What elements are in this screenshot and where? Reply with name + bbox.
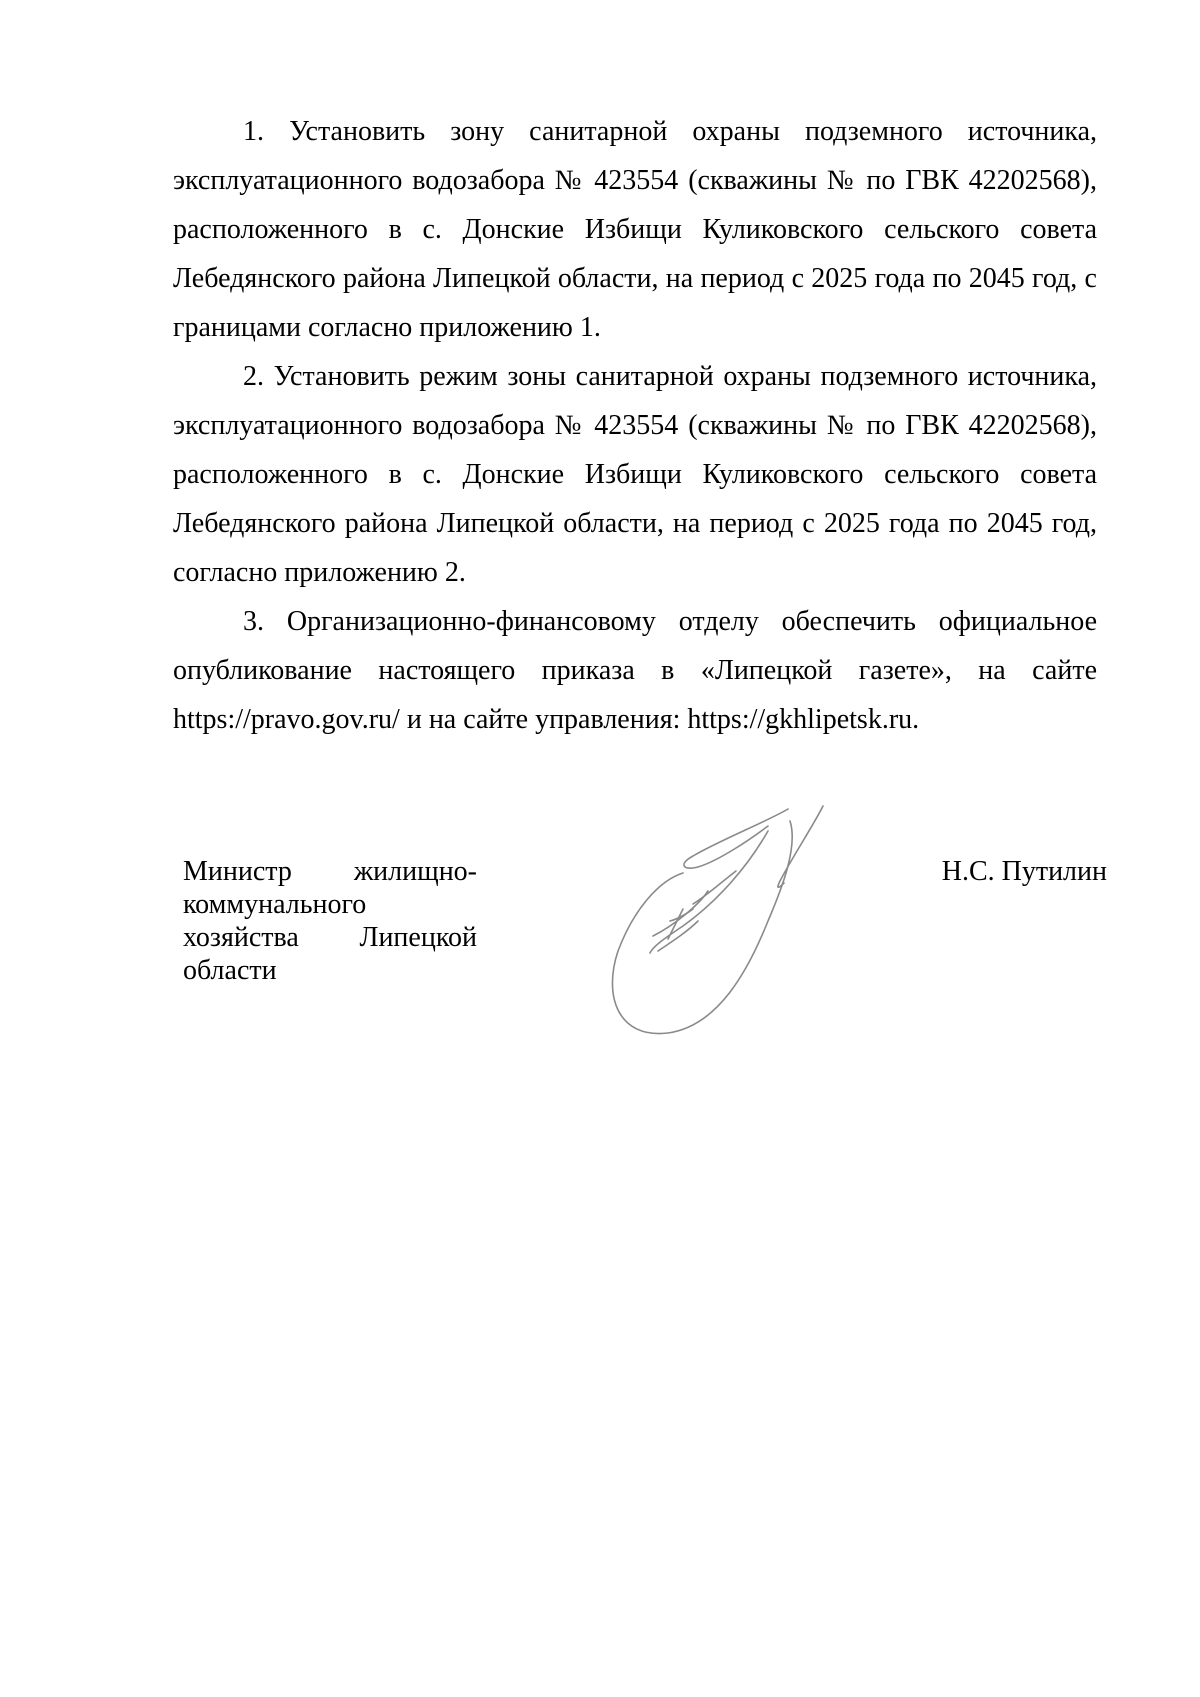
paragraph-number: 2. — [243, 361, 264, 392]
order-body — [173, 107, 1097, 744]
paragraph-number: 1. — [243, 116, 264, 147]
paragraph-text: Установить режим зоны санитарной охраны подземного источника, эксплуатационного водозабора № 423554 (скважины № по ГВК 42202568), расположенного в с. Донские Избищи Куликовского сельского совета Лебедянского района Липецкой области, на период с 2025 года по 2045 год, согласно приложению 2. — [173, 361, 1098, 588]
paragraph-text: Установить зону санитарной охраны подземного источника, эксплуатационного водозабора № 423554 (скважины № по ГВК 42202568), расположенного в с. Донские Избищи Куликовского сельского совета Лебедянского района Липецкой области, на период с 2025 года по 2045 год, с границами согласно приложению 1. — [173, 116, 1097, 343]
paragraph-number: 3. — [243, 606, 264, 637]
signatory-name: Н.С. Путилин — [941, 856, 1107, 887]
handwritten-signature — [598, 801, 858, 1046]
paragraph-text: Организационно-финансовому отделу обеспечить официальное опубликование настоящего приказа в «Липецкой газете», на сайте https://pravo.gov.ru/ и на сайте управления: https://gkhlipetsk.ru. — [173, 606, 1097, 735]
paragraph-2 — [173, 352, 1097, 597]
signatory-position: Министр жилищно-коммунального хозяйства Липецкой области — [183, 856, 477, 986]
paragraph-1 — [173, 107, 1097, 352]
paragraph-3 — [173, 597, 1097, 744]
